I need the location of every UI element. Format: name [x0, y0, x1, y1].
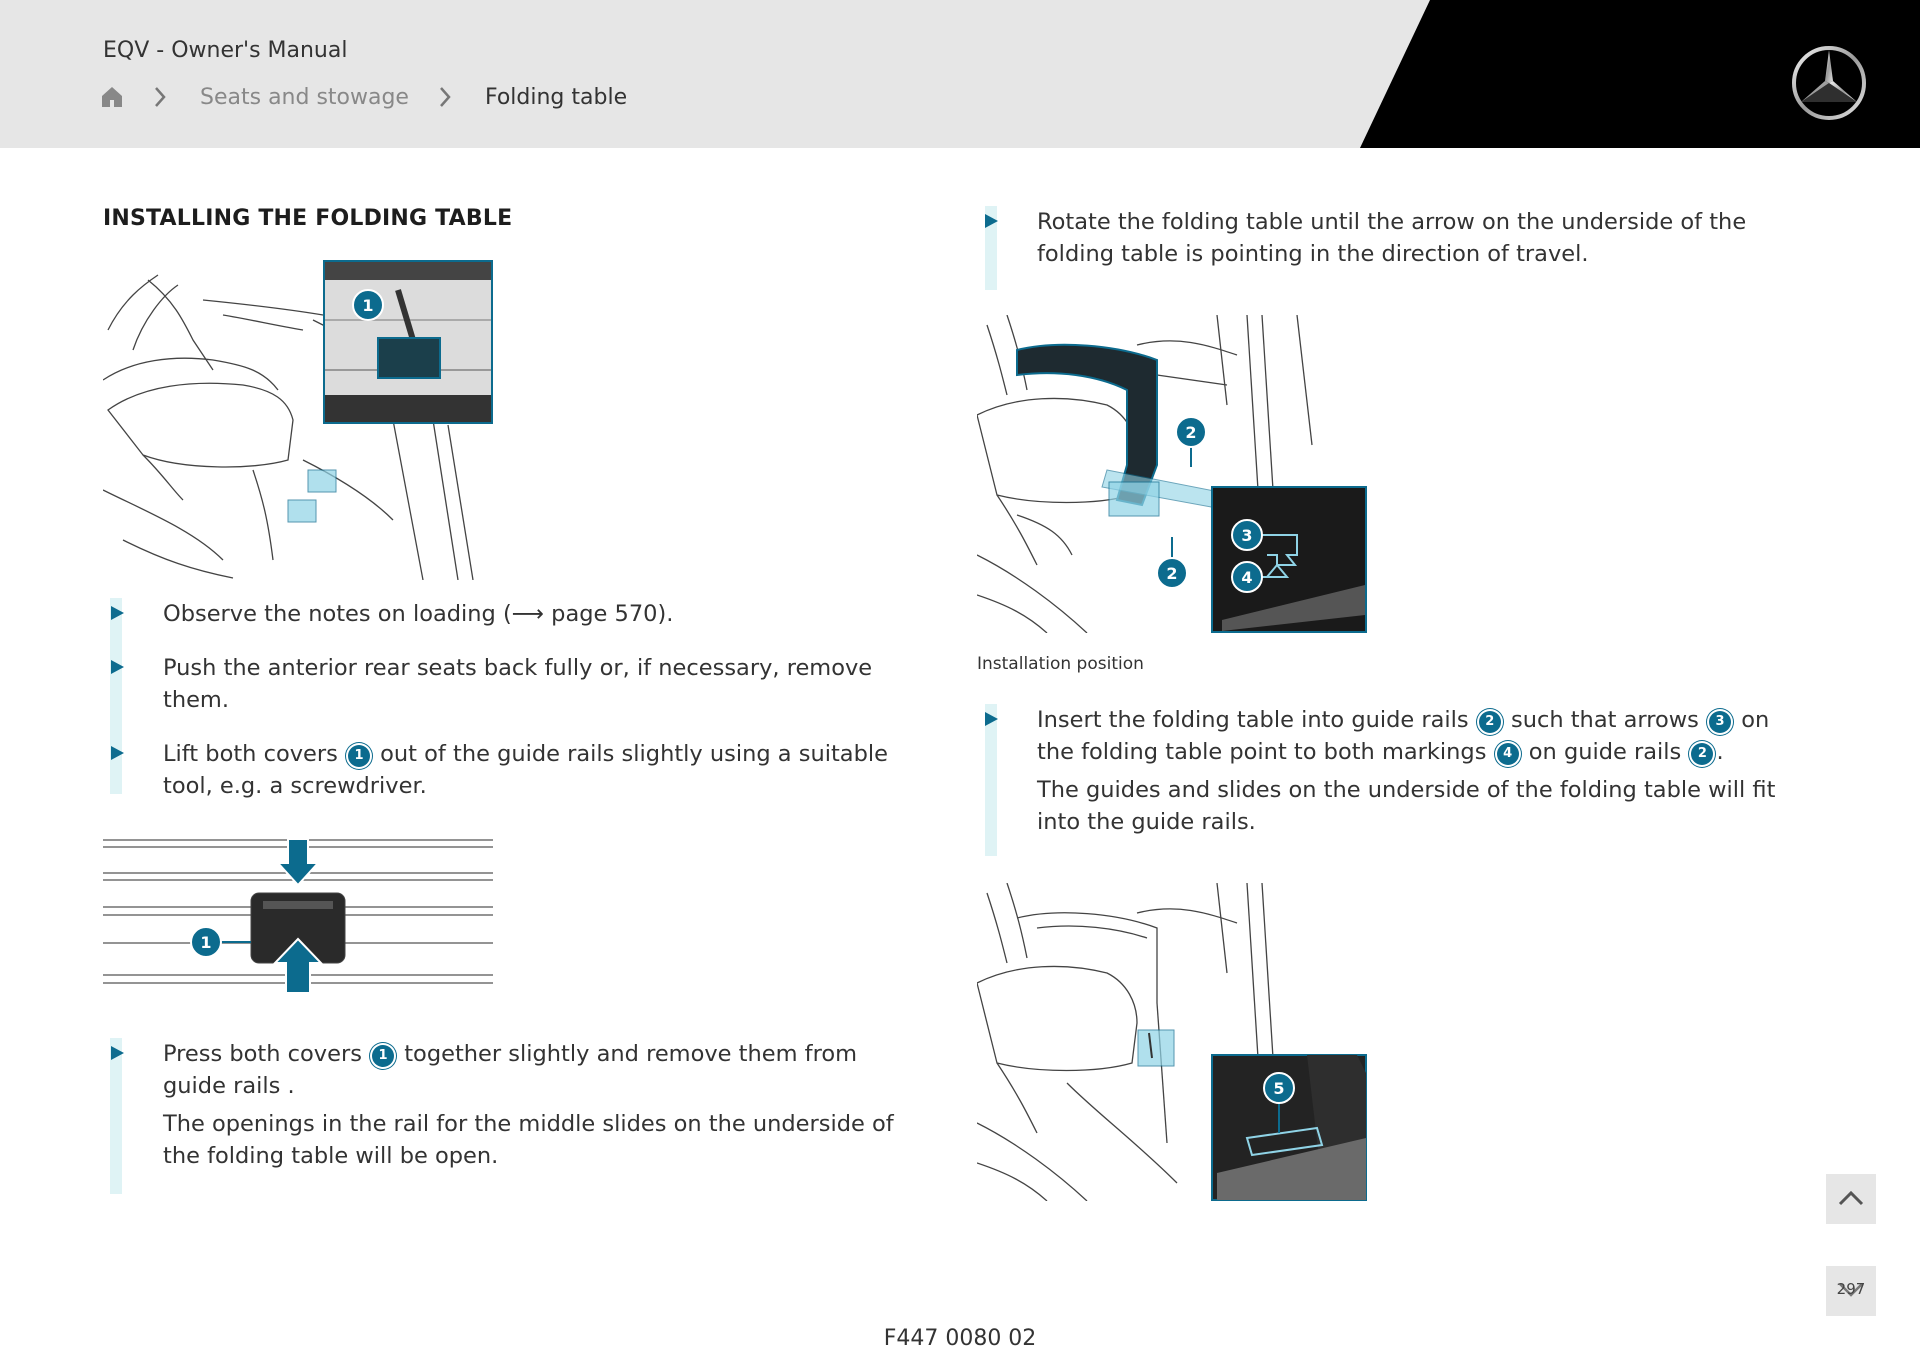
callout-number: 1	[348, 745, 370, 767]
callout-number: 3	[1709, 711, 1731, 733]
breadcrumb-seats-and-stowage[interactable]: Seats and stowage	[200, 84, 409, 110]
step-text-part: on the folding table point to both markings	[1037, 707, 1770, 765]
step-text: Rotate the folding table until the arrow on the underside of the folding table is pointing in the direction of travel.	[1037, 209, 1747, 267]
step-text	[163, 1038, 903, 1102]
step-text	[1037, 704, 1777, 768]
callout-number: 4	[1497, 743, 1519, 765]
step-arrow-icon	[111, 746, 124, 760]
mercedes-star-logo	[1790, 44, 1868, 122]
page-header	[0, 0, 1920, 148]
steps-list-3	[977, 206, 1777, 270]
step-note: The guides and slides on the underside of the folding table will fit into the guide rails.	[1037, 777, 1776, 835]
step-arrow-icon	[111, 606, 124, 620]
chevron-right-icon	[433, 85, 457, 109]
figure4-callout-5: 5	[1273, 1079, 1285, 1098]
step-press-covers	[103, 1038, 903, 1172]
step-text-part: Lift both covers	[163, 741, 338, 767]
steps-list-4	[977, 704, 1777, 838]
step-text-part: Insert the folding table into guide rails	[1037, 707, 1469, 733]
step-arrow-icon	[985, 214, 998, 228]
breadcrumb	[100, 80, 627, 114]
figure-caption: Installation position	[977, 654, 1144, 674]
step-text: Push the anterior rear seats back fully or, if necessary, remove them.	[163, 655, 873, 713]
step-text-part: .	[1716, 739, 1724, 765]
figure-cover-removal	[103, 835, 493, 995]
figure-installation-position	[977, 315, 1367, 633]
page-number: 297	[1836, 1280, 1866, 1298]
chevron-right-icon	[148, 85, 172, 109]
step-arrow-icon	[111, 660, 124, 674]
step-rotate-table	[977, 206, 1777, 270]
figure-seat-covers	[103, 260, 493, 580]
callout-number: 2	[1479, 711, 1501, 733]
step-text-part: together slightly and remove them from guide rails .	[163, 1041, 858, 1099]
breadcrumb-current-page: Folding table	[484, 84, 628, 110]
step-text-part: such that arrows	[1510, 707, 1699, 733]
callout-number: 1	[372, 1045, 394, 1067]
step-note: The openings in the rail for the middle slides on the underside of the folding table will be open.	[163, 1111, 894, 1169]
step-observe-notes	[103, 598, 903, 630]
step-text-part: out of the guide rails slightly using a suitable tool, e.g. a screwdriver.	[163, 741, 888, 799]
step-insert-table	[977, 704, 1777, 838]
step-text-part: on guide rails	[1528, 739, 1682, 765]
steps-list-2	[103, 1038, 903, 1172]
step-push-seats	[103, 652, 903, 716]
scroll-up-button[interactable]	[1826, 1174, 1876, 1224]
figure-table-installed	[977, 883, 1367, 1201]
figure2-callout-1: 1	[200, 933, 212, 952]
home-icon[interactable]	[100, 85, 124, 109]
figure3-callout-2: 2	[1166, 564, 1178, 583]
chevron-up-icon	[1826, 1174, 1876, 1224]
figure-code-footer: F447 0080 02	[883, 1326, 1037, 1351]
steps-list-1	[103, 598, 903, 802]
figure3-callout-4: 4	[1241, 568, 1253, 587]
step-text: Observe the notes on loading (⟶ page 570).	[163, 601, 674, 627]
step-text-part: Press both covers	[163, 1041, 362, 1067]
callout-number: 2	[1691, 743, 1713, 765]
step-arrow-icon	[985, 712, 998, 726]
section-title: INSTALLING THE FOLDING TABLE	[103, 206, 513, 231]
app-title: EQV - Owner's Manual	[103, 38, 348, 63]
step-lift-covers	[103, 738, 903, 802]
figure3-callout-3: 3	[1241, 526, 1253, 545]
figure1-callout-1: 1	[362, 296, 374, 315]
page-nav-button[interactable]	[1826, 1266, 1876, 1316]
step-arrow-icon	[111, 1046, 124, 1060]
step-text	[163, 738, 903, 802]
figure3-callout-2: 2	[1185, 423, 1197, 442]
